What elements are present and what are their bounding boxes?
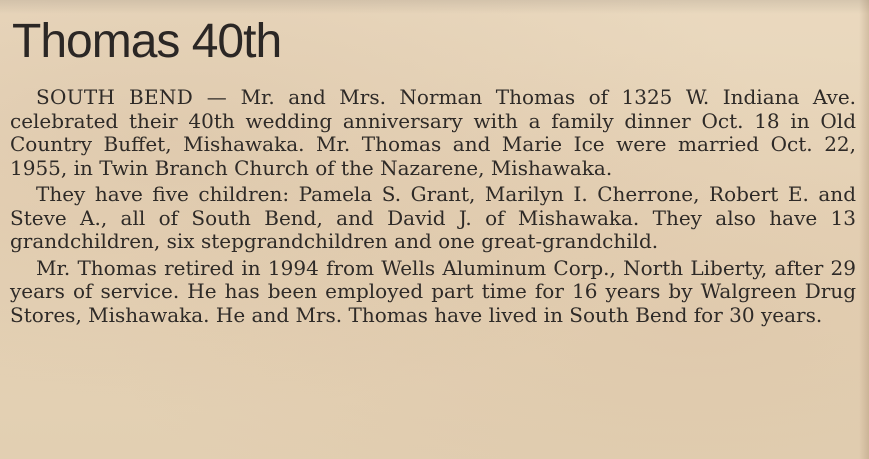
article-paragraph-1 bbox=[10, 86, 856, 180]
article-paragraph-2 bbox=[10, 183, 856, 254]
paper-edge bbox=[859, 0, 869, 459]
paragraph-3-text: Mr. Thomas retired in 1994 from Wells Aluminum Corp., North Liberty, after 29 years of service. He has been employed part time for 16 years by Walgreen Drug Stores, Mishawaka. He and Mrs. Thomas have lived in South Bend for 30 years. bbox=[10, 255, 856, 327]
paragraph-1-text: Mr. and Mrs. Norman Thomas of 1325 W. Indiana Ave. celebrated their 40th wedding anniversary with a family dinner Oct. 18 in Old Country Buffet, Mishawaka. Mr. Thomas and Marie Ice were married Oct. 22, 1955, in Twin Branch Church of the Nazarene, Mishawaka. bbox=[10, 85, 857, 180]
paragraph-2-text: They have five children: Pamela S. Grant, Marilyn I. Cherrone, Robert E. and Steve A., all of South Bend, and David J. of Mishawaka. They also have 13 grandchildren, six stepgrandchildren and one great-grandchild. bbox=[10, 182, 856, 253]
dateline: SOUTH BEND — bbox=[36, 85, 228, 109]
bleed-through-strip bbox=[0, 0, 869, 14]
article-paragraph-3 bbox=[10, 257, 856, 328]
article-body bbox=[10, 86, 856, 330]
headline: Thomas 40th bbox=[12, 15, 282, 68]
